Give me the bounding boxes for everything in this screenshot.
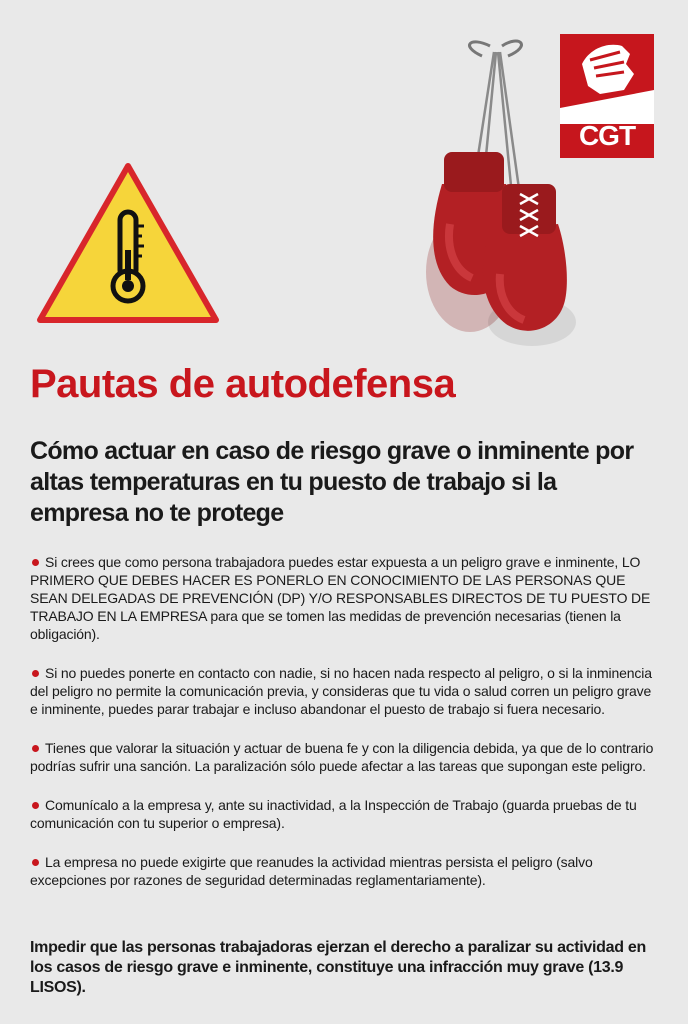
list-item — [30, 796, 658, 832]
list-item-text: Si no puedes ponerte en contacto con nadie, si no hacen nada respecto al peligro, o si la inminencia del peligro no permite la comunicación previa, y consideras que tu vida o salud corren un peligro grave e inminente, puedes parar trabajar e incluso abandonar el puesto de trabajo si fuera necesario. — [30, 665, 652, 717]
list-item — [30, 739, 658, 775]
list-item — [30, 664, 658, 718]
bullet-icon — [32, 670, 39, 677]
list-item — [30, 553, 658, 643]
page-title: Pautas de autodefensa — [30, 362, 456, 406]
cgt-logo — [560, 34, 654, 158]
bullet-icon — [32, 859, 39, 866]
list-item-text: Si crees que como persona trabajadora puedes estar expuesta a un peligro grave e inminente, LO PRIMERO QUE DEBES HACER ES PONERLO EN CONOCIMIENTO DE LAS PERSONAS QUE SEAN DELEGADAS DE PREVENCIÓN (DP) Y/O RESPONSABLES DIRECTOS DE TU PUESTO DE TRABAJO EN LA EMPRESA para que se tomen las medidas de prevención necesarias (tienen la obligación). — [30, 554, 651, 642]
logo-text: CGT — [578, 120, 636, 151]
bullet-icon — [32, 745, 39, 752]
bullet-icon — [32, 559, 39, 566]
list-item-text: Tienes que valorar la situación y actuar de buena fe y con la diligencia debida, ya que de lo contrario podrías sufrir una sanción. La paralización sólo puede afectar a las tareas que supongan este peligro. — [30, 740, 654, 774]
thermometer-warning-icon — [34, 160, 222, 328]
guidelines-list — [30, 553, 658, 910]
boxing-gloves-icon — [420, 34, 578, 350]
list-item-text: La empresa no puede exigirte que reanudes la actividad mientras persista el peligro (salvo excepciones por razones de seguridad determinadas reglamentariamente). — [30, 854, 593, 888]
list-item — [30, 853, 658, 889]
closing-statement: Impedir que las personas trabajadoras ejerzan el derecho a paralizar su actividad en los casos de riesgo grave e inminente, constituye una infracción muy grave (13.9 LISOS). — [30, 939, 646, 996]
list-item-text: Comunícalo a la empresa y, ante su inactividad, a la Inspección de Trabajo (guarda pruebas de tu comunicación con tu superior o empresa). — [30, 797, 637, 831]
fist-icon — [560, 34, 654, 124]
bullet-icon — [32, 802, 39, 809]
page-subtitle: Cómo actuar en caso de riesgo grave o inminente por altas temperaturas en tu puesto de trabajo si la empresa no te protege — [30, 437, 634, 527]
